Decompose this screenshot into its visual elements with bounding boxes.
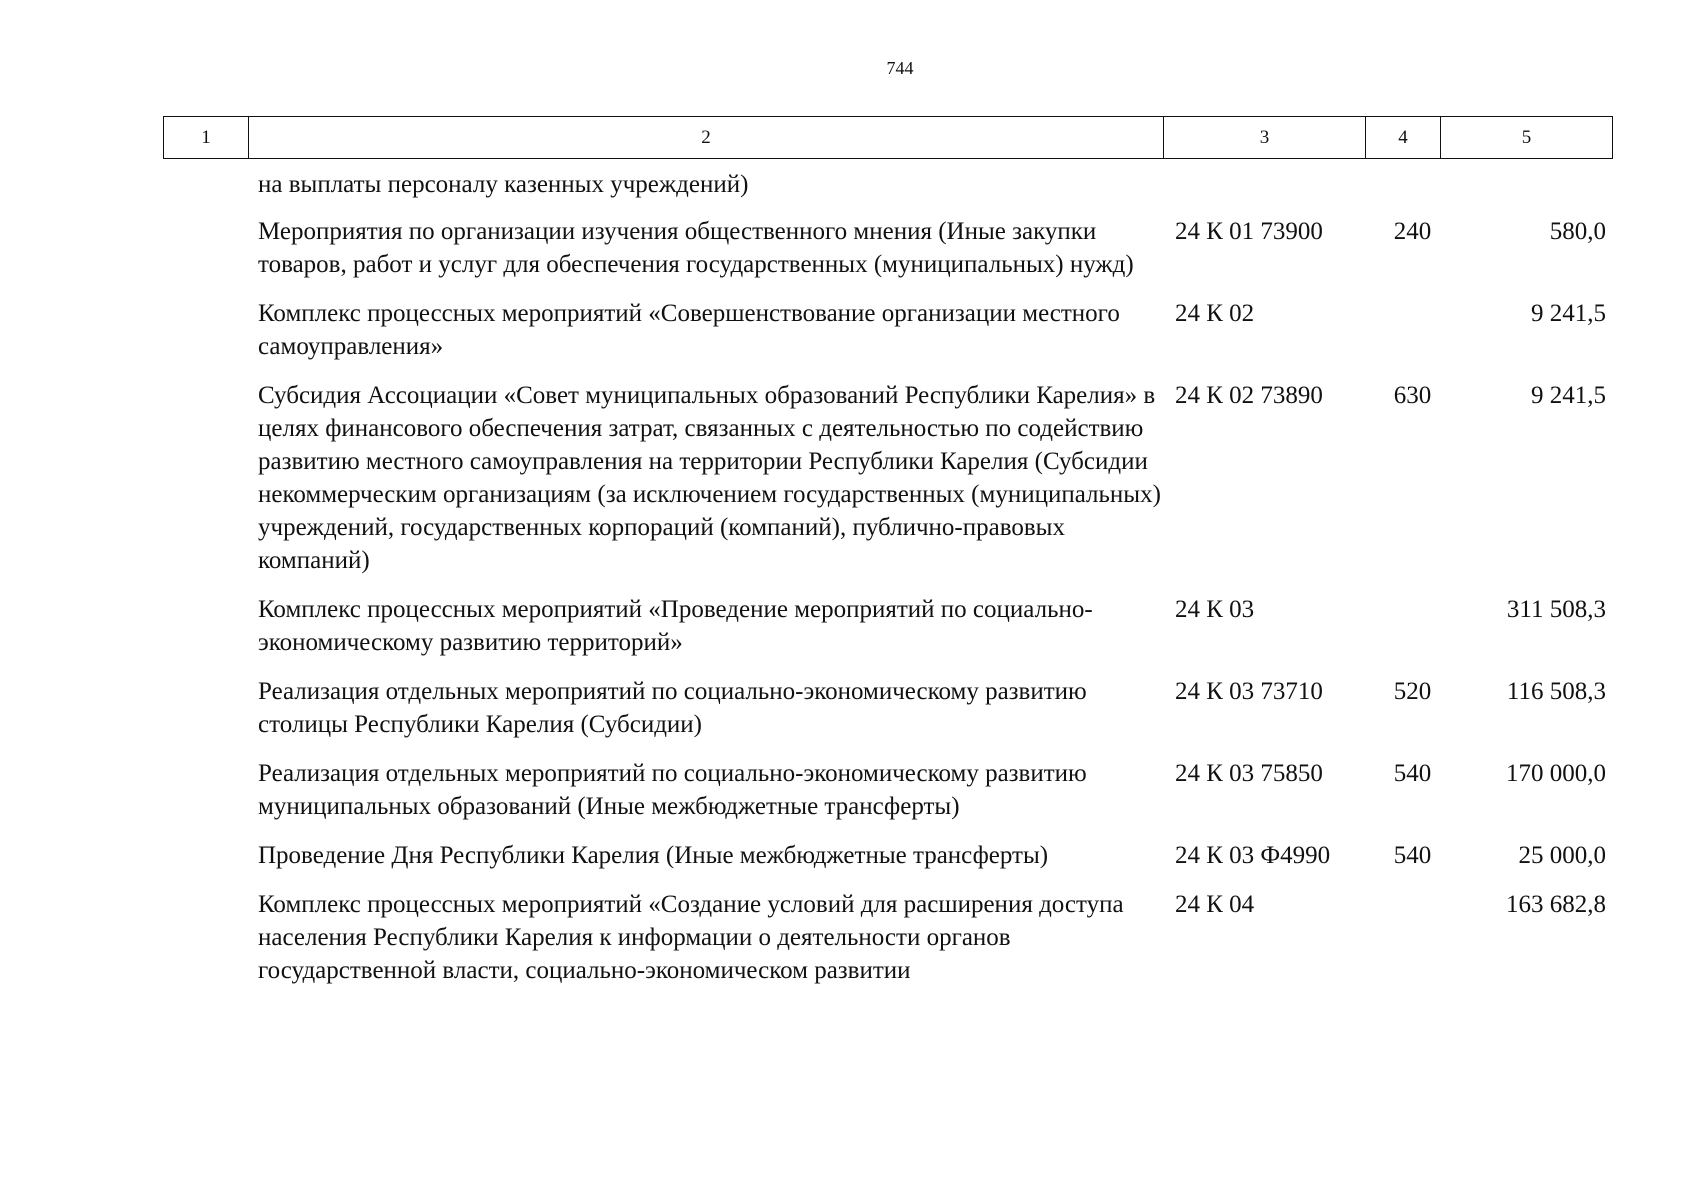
table-row <box>258 757 1610 823</box>
table-row <box>258 168 1610 201</box>
row-expense-type <box>1375 168 1450 201</box>
budget-table-body <box>258 168 1610 1003</box>
column-header-5: 5 <box>1521 126 1532 148</box>
column-header-2: 2 <box>249 117 1164 158</box>
table-row <box>258 675 1610 741</box>
table-row <box>258 215 1610 281</box>
page-number: 744 <box>886 58 914 78</box>
row-description: Реализация отдельных мероприятий по социально-экономическому развитию столицы Республики Карелия (Субсидии) <box>258 678 1087 738</box>
row-code <box>1173 168 1375 201</box>
row-code: 24 К 03 <box>1175 596 1255 623</box>
row-description: Комплекс процессных мероприятий «Проведение мероприятий по социально-экономическому развитию территорий» <box>258 596 1093 656</box>
row-amount: 311 508,3 <box>1506 596 1606 623</box>
row-amount: 116 508,3 <box>1506 678 1606 705</box>
row-amount <box>1450 168 1610 201</box>
row-description: Проведение Дня Республики Карелия (Иные межбюджетные трансферты) <box>258 842 1049 869</box>
table-row <box>258 888 1610 987</box>
column-number-header <box>163 116 1613 159</box>
row-expense-type: 540 <box>1393 842 1432 869</box>
row-expense-type <box>1375 297 1450 363</box>
column-header-4: 4 <box>1366 117 1441 158</box>
row-description: Комплекс процессных мероприятий «Создание условий для расширения доступа населения Республики Карелия к информации о деятельности органов государственной власти, социально-экономическом развитии <box>258 891 1124 984</box>
row-code: 24 К 02 73890 <box>1175 382 1323 409</box>
table-row <box>258 593 1610 659</box>
table-row <box>258 297 1610 363</box>
row-code: 24 К 01 73900 <box>1175 218 1323 245</box>
row-amount: 9 241,5 <box>1531 382 1606 409</box>
row-amount: 170 000,0 <box>1506 760 1606 787</box>
row-code: 24 К 03 73710 <box>1175 678 1323 705</box>
column-header-3: 3 <box>1164 117 1366 158</box>
row-description: Комплекс процессных мероприятий «Совершенствование организации местного самоуправления» <box>258 300 1120 360</box>
row-code: 24 К 03 Ф4990 <box>1175 842 1331 869</box>
row-expense-type <box>1375 593 1450 659</box>
row-expense-type: 630 <box>1393 382 1432 409</box>
row-description: Мероприятия по организации изучения общественного мнения (Иные закупки товаров, работ и услуг для обеспечения государственных (муниципальных) нужд) <box>258 218 1134 278</box>
row-amount: 163 682,8 <box>1506 891 1606 918</box>
row-code: 24 К 04 <box>1175 891 1255 918</box>
row-amount: 9 241,5 <box>1531 300 1606 327</box>
table-row <box>258 839 1610 872</box>
row-expense-type: 240 <box>1393 218 1432 245</box>
row-expense-type <box>1375 888 1450 987</box>
row-description: Реализация отдельных мероприятий по социально-экономическому развитию муниципальных образований (Иные межбюджетные трансферты) <box>258 760 1087 820</box>
row-amount: 25 000,0 <box>1518 842 1606 869</box>
row-code: 24 К 03 75850 <box>1175 760 1323 787</box>
row-amount: 580,0 <box>1549 218 1606 245</box>
column-header-1: 1 <box>164 117 249 158</box>
row-description: Субсидия Ассоциации «Совет муниципальных образований Республики Карелия» в целях финансового обеспечения затрат, связанных с деятельностью по содействию развитию местного самоуправления на территории Республики Карелия (Субсидии некоммерческим организациям (за исключением государственных (муниципальных) учреждений, государственных корпораций (компаний), публично-правовых компаний) <box>258 382 1161 574</box>
table-row <box>258 379 1610 577</box>
row-description: на выплаты персоналу казенных учреждений) <box>258 171 749 198</box>
row-code: 24 К 02 <box>1175 300 1255 327</box>
row-expense-type: 540 <box>1393 760 1432 787</box>
row-expense-type: 520 <box>1393 678 1432 705</box>
